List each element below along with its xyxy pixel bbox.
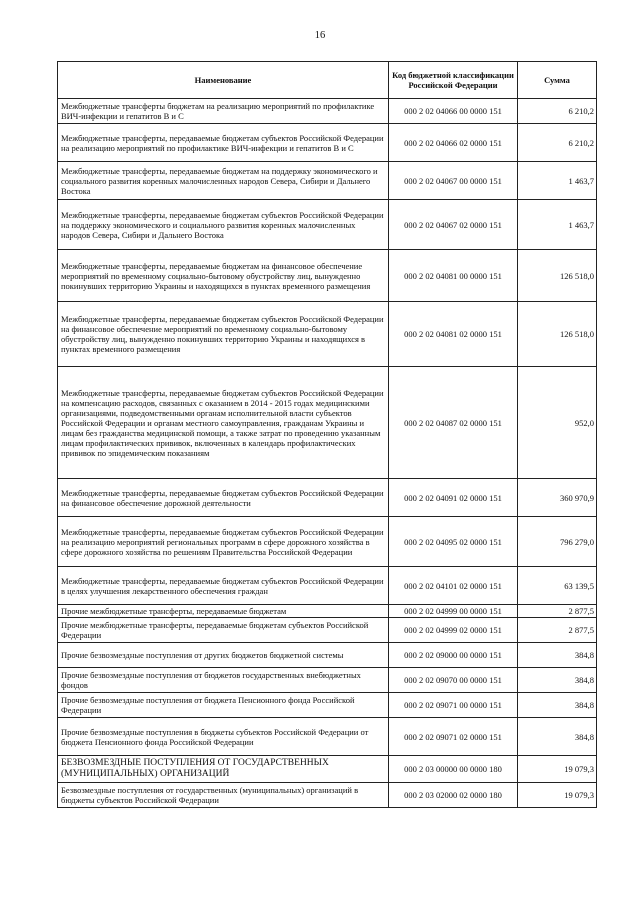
row-code: 000 2 02 04081 00 0000 151 (389, 250, 518, 302)
row-sum: 2 877,5 (518, 618, 597, 643)
page-number: 16 (314, 30, 326, 41)
row-code: 000 2 03 02000 02 0000 180 (389, 783, 518, 808)
row-sum: 1 463,7 (518, 200, 597, 250)
row-sum: 384,8 (518, 693, 597, 718)
table-row (58, 124, 597, 162)
row-name: Межбюджетные трансферты, передаваемые бюджетам субъектов Российской Федерации в целях улучшения лекарственного обеспечения граждан (58, 567, 389, 605)
row-sum: 1 463,7 (518, 162, 597, 200)
row-sum: 384,8 (518, 643, 597, 668)
table-row (58, 693, 597, 718)
row-name: Межбюджетные трансферты, передаваемые бюджетам субъектов Российской Федерации на реализацию мероприятий региональных программ в сфере дорожного хозяйства в сфере дорожного хозяйства по решениям Правительства Российской Федерации (58, 517, 389, 567)
table-row (58, 668, 597, 693)
row-name: Безвозмездные поступления от государственных (муниципальных) организаций в бюджеты субъектов Российской Федерации (58, 783, 389, 808)
row-code: 000 2 02 04081 02 0000 151 (389, 302, 518, 367)
table-row (58, 99, 597, 124)
row-code: 000 2 02 09070 00 0000 151 (389, 668, 518, 693)
row-sum: 19 079,3 (518, 756, 597, 783)
budget-table (57, 61, 597, 808)
row-code: 000 2 02 04091 02 0000 151 (389, 479, 518, 517)
row-code: 000 2 02 04101 02 0000 151 (389, 567, 518, 605)
row-name: Межбюджетные трансферты, передаваемые бюджетам субъектов Российской Федерации на поддержку экономического и социального развития коренных малочисленных народов Севера, Сибири и Дальнего Востока (58, 200, 389, 250)
row-name: Прочие безвозмездные поступления в бюджеты субъектов Российской Федерации от бюджета Пенсионного фонда Российской Федерации (58, 718, 389, 756)
row-name: Межбюджетные трансферты, передаваемые бюджетам субъектов Российской Федерации на финансовое обеспечение мероприятий по временному социально-бытовому обустройству лиц, вынужденно покинувших территорию Украины и находящихся в пунктах временного размещения (58, 302, 389, 367)
table-row (58, 567, 597, 605)
table-row (58, 250, 597, 302)
row-sum: 126 518,0 (518, 250, 597, 302)
row-code: 000 2 02 09000 00 0000 151 (389, 643, 518, 668)
row-code: 000 2 02 04999 00 0000 151 (389, 605, 518, 618)
row-sum: 126 518,0 (518, 302, 597, 367)
row-sum: 19 079,3 (518, 783, 597, 808)
row-sum: 6 210,2 (518, 99, 597, 124)
table-row (58, 200, 597, 250)
row-code: 000 2 02 04067 00 0000 151 (389, 162, 518, 200)
row-code: 000 2 02 04095 02 0000 151 (389, 517, 518, 567)
row-code: 000 2 02 04066 02 0000 151 (389, 124, 518, 162)
row-sum: 384,8 (518, 668, 597, 693)
table-row (58, 517, 597, 567)
row-sum: 63 139,5 (518, 567, 597, 605)
row-name: Прочие безвозмездные поступления от других бюджетов бюджетной системы (58, 643, 389, 668)
row-code: 000 2 02 04999 02 0000 151 (389, 618, 518, 643)
table-row (58, 718, 597, 756)
header-code: Код бюджетной классификации Российской Федерации (389, 62, 518, 99)
row-code: 000 2 02 04067 02 0000 151 (389, 200, 518, 250)
row-code: 000 2 02 09071 00 0000 151 (389, 693, 518, 718)
row-name: Прочие безвозмездные поступления от бюджетов государственных внебюджетных фондов (58, 668, 389, 693)
table-row (58, 302, 597, 367)
table-header-row (58, 62, 597, 99)
row-sum: 952,0 (518, 367, 597, 479)
header-name: Наименование (58, 62, 389, 99)
table-row (58, 162, 597, 200)
row-name: Межбюджетные трансферты, передаваемые бюджетам на финансовое обеспечение мероприятий по временному социально-бытовому обустройству лиц, вынужденно покинувших территорию Украины и находящихся в пунктах временного размещения (58, 250, 389, 302)
row-name: БЕЗВОЗМЕЗДНЫЕ ПОСТУПЛЕНИЯ ОТ ГОСУДАРСТВЕННЫХ (МУНИЦИПАЛЬНЫХ) ОРГАНИЗАЦИЙ (58, 756, 389, 783)
row-code: 000 2 02 09071 02 0000 151 (389, 718, 518, 756)
row-sum: 384,8 (518, 718, 597, 756)
row-name: Межбюджетные трансферты, передаваемые бюджетам на поддержку экономического и социального развития коренных малочисленных народов Севера, Сибири и Дальнего Востока (58, 162, 389, 200)
table-row (58, 605, 597, 618)
row-name: Прочие межбюджетные трансферты, передаваемые бюджетам субъектов Российской Федерации (58, 618, 389, 643)
table-row (58, 756, 597, 783)
row-code: 000 2 02 04066 00 0000 151 (389, 99, 518, 124)
table-row (58, 618, 597, 643)
header-sum: Сумма (518, 62, 597, 99)
row-name: Межбюджетные трансферты, передаваемые бюджетам субъектов Российской Федерации на финансовое обеспечение дорожной деятельности (58, 479, 389, 517)
row-sum: 6 210,2 (518, 124, 597, 162)
row-name: Прочие межбюджетные трансферты, передаваемые бюджетам (58, 605, 389, 618)
table-row (58, 367, 597, 479)
row-name: Прочие безвозмездные поступления от бюджета Пенсионного фонда Российской Федерации (58, 693, 389, 718)
table-row (58, 643, 597, 668)
row-name: Межбюджетные трансферты, передаваемые бюджетам субъектов Российской Федерации на компенсацию расходов, связанных с оказанием в 2014 - 2015 годах медицинскими организациями, подведомственными органам исполнительной власти субъектов Российской Федерации и органам местного самоуправления, гражданам Украины и лицам без гражданства медицинской помощи, а также затрат по проведению указанным лицам профилактических прививок, включенных в календарь профилактических прививок по эпидемическим показаниям (58, 367, 389, 479)
table-row (58, 783, 597, 808)
row-code: 000 2 02 04087 02 0000 151 (389, 367, 518, 479)
row-name: Межбюджетные трансферты, передаваемые бюджетам субъектов Российской Федерации на реализацию мероприятий по профилактике ВИЧ-инфекции и гепатитов В и С (58, 124, 389, 162)
row-code: 000 2 03 00000 00 0000 180 (389, 756, 518, 783)
row-sum: 2 877,5 (518, 605, 597, 618)
row-sum: 360 970,9 (518, 479, 597, 517)
table-row (58, 479, 597, 517)
row-sum: 796 279,0 (518, 517, 597, 567)
row-name: Межбюджетные трансферты бюджетам на реализацию мероприятий по профилактике ВИЧ-инфекции и гепатитов В и С (58, 99, 389, 124)
